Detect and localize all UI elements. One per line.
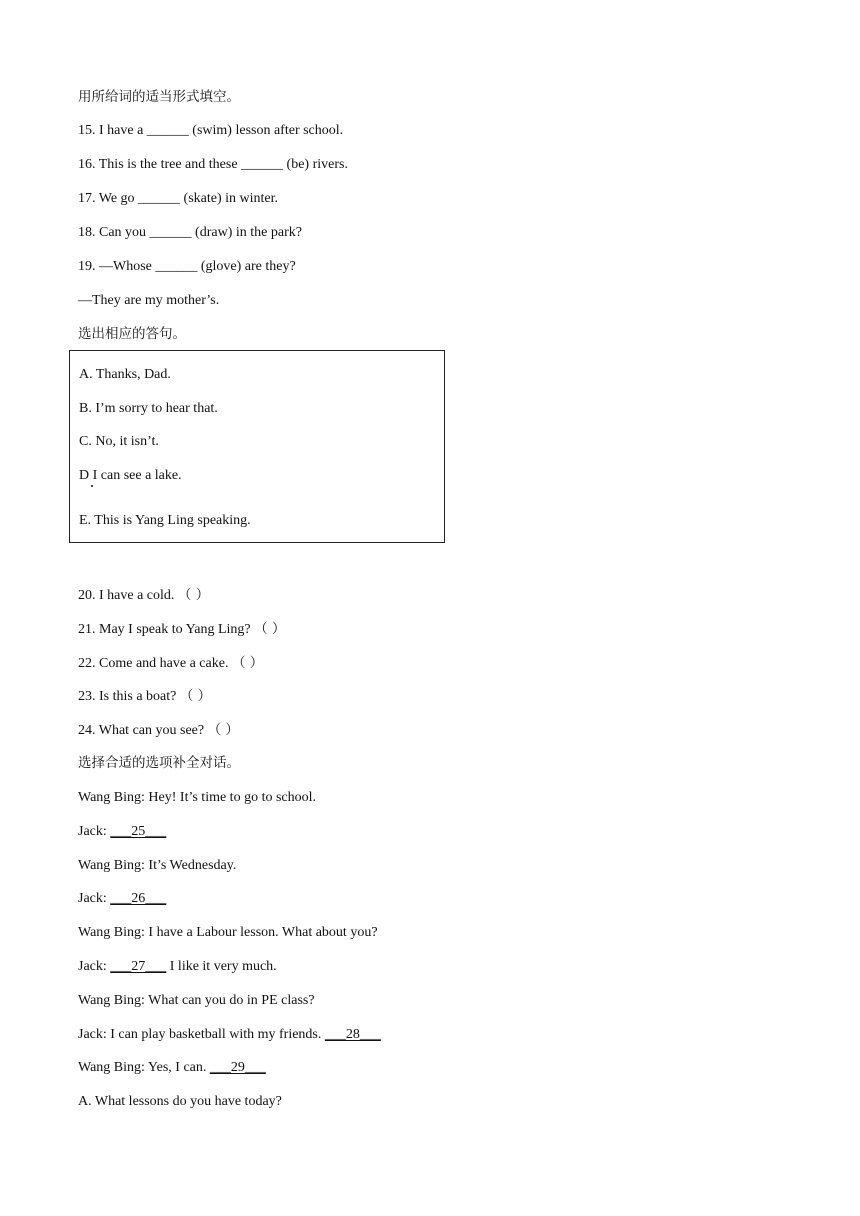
option-c: C. No, it isn’t. xyxy=(79,434,159,449)
blank-28: ___28___ xyxy=(324,1027,381,1042)
question-19: 19. —Whose ______ (glove) are they? xyxy=(78,259,296,274)
blank-29: ___29___ xyxy=(209,1060,266,1075)
question-22 xyxy=(78,654,263,673)
answer-paren: （ ） xyxy=(231,655,264,671)
answer-paren: （ ） xyxy=(254,621,286,637)
question-15: 15. I have a ______ (swim) lesson after school. xyxy=(78,123,344,138)
question-18: 18. Can you ______ (draw) in the park? xyxy=(78,225,302,240)
question-17: 17. We go ______ (skate) in winter. xyxy=(78,191,279,206)
blank-25: ___25___ xyxy=(110,824,167,839)
speaker: Jack: xyxy=(78,824,111,839)
question-20 xyxy=(78,586,209,605)
option-d: D I can see a lake. xyxy=(79,468,182,483)
question-21-text: 21. May I speak to Yang Ling? xyxy=(78,622,251,637)
dialogue-line-29 xyxy=(78,1059,266,1077)
dialogue-line: Wang Bing: It’s Wednesday. xyxy=(78,858,237,873)
question-22-text: 22. Come and have a cake. xyxy=(78,656,229,671)
answer-paren: （ ） xyxy=(177,587,210,603)
dialogue-line-27 xyxy=(78,958,277,976)
dialogue-rest: I like it very much. xyxy=(166,959,277,974)
question-21 xyxy=(78,620,285,639)
speaker: Jack: I can play basketball with my friends. xyxy=(78,1027,325,1042)
question-24-text: 24. What can you see? xyxy=(78,723,205,738)
speaker: Wang Bing: Yes, I can. xyxy=(78,1060,210,1075)
option-d-dot xyxy=(91,485,93,487)
section2-heading: 选出相应的答句。 xyxy=(78,326,186,342)
answer-paren: （ ） xyxy=(207,722,239,738)
question-16: 16. This is the tree and these ______ (be) rivers. xyxy=(78,157,348,172)
speaker: Jack: xyxy=(78,959,111,974)
dialogue-line-26 xyxy=(78,890,166,908)
answer-paren: （ ） xyxy=(179,688,212,704)
option-b: B. I’m sorry to hear that. xyxy=(79,401,218,416)
question-23 xyxy=(78,687,211,706)
question-20-text: 20. I have a cold. xyxy=(78,588,175,603)
answer-19: —They are my mother’s. xyxy=(78,293,220,308)
speaker: Jack: xyxy=(78,891,111,906)
dialogue-line-28 xyxy=(78,1026,381,1044)
section1-heading: 用所给词的适当形式填空。 xyxy=(78,89,240,105)
blank-27: ___27___ xyxy=(110,959,167,974)
choice-a: A. What lessons do you have today? xyxy=(78,1094,282,1109)
question-23-text: 23. Is this a boat? xyxy=(78,689,177,704)
options-box xyxy=(69,350,445,543)
section3-heading: 选择合适的选项补全对话。 xyxy=(78,755,240,771)
dialogue-line: Wang Bing: Hey! It’s time to go to school. xyxy=(78,790,317,805)
dialogue-line: Wang Bing: What can you do in PE class? xyxy=(78,993,315,1008)
option-a: A. Thanks, Dad. xyxy=(79,367,171,382)
option-e: E. This is Yang Ling speaking. xyxy=(79,513,251,528)
blank-26: ___26___ xyxy=(110,891,167,906)
question-24 xyxy=(78,721,239,740)
dialogue-line: Wang Bing: I have a Labour lesson. What about you? xyxy=(78,925,378,940)
dialogue-line-25 xyxy=(78,823,166,841)
